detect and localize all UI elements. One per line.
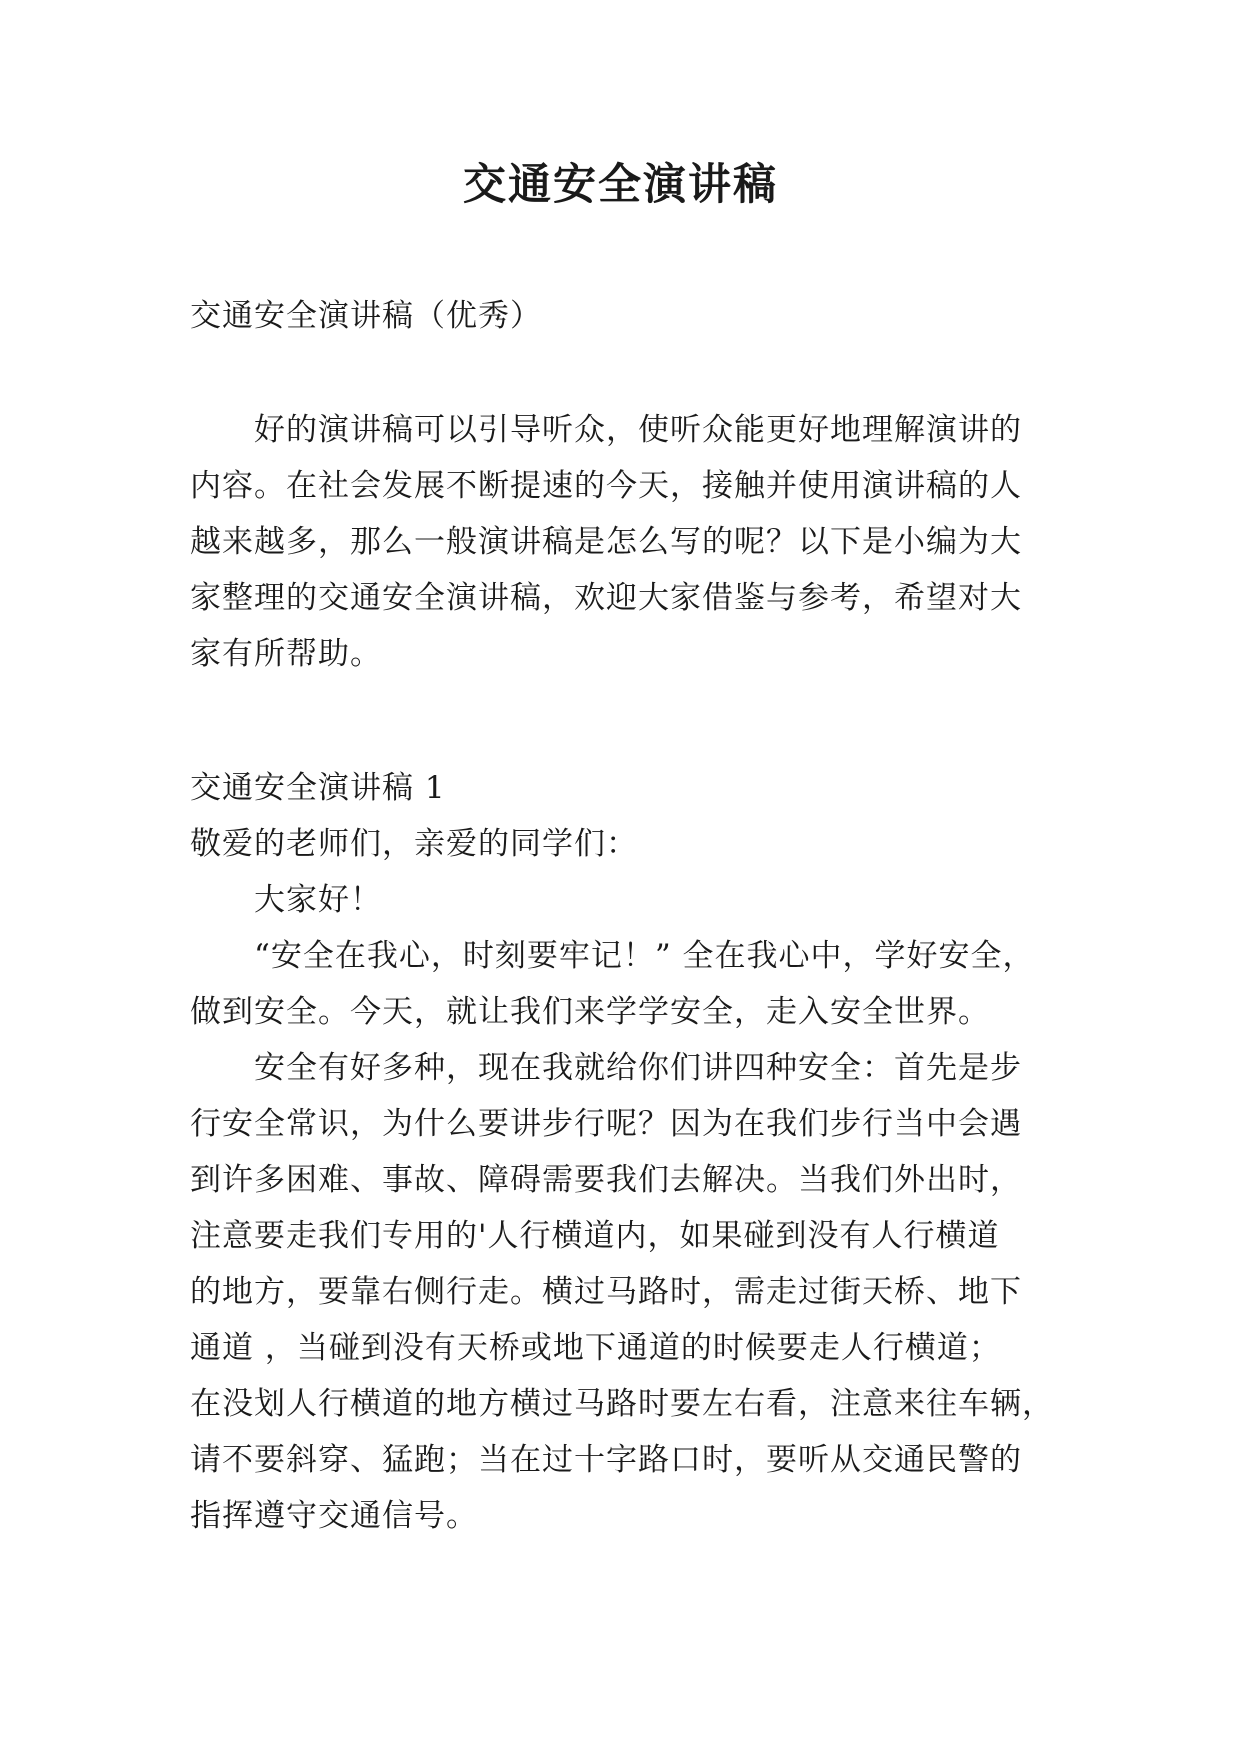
para2-line: 到许多困难、事故、障碍需要我们去解决。当我们外出时， <box>190 1162 1022 1198</box>
intro-line: 内容。在社会发展不断提速的今天，接触并使用演讲稿的人 <box>190 468 1022 504</box>
para1-line: 做到安全。今天，就让我们来学学安全，走入安全世界。 <box>190 994 990 1030</box>
intro-line: 好的演讲稿可以引导听众，使听众能更好地理解演讲的 <box>254 412 1022 448</box>
section-heading: 交通安全演讲稿 1 <box>190 770 446 806</box>
greeting: 大家好！ <box>254 882 382 918</box>
speech-section <box>190 760 1054 1544</box>
para1-line: “安全在我心，时刻要牢记！” 全在我心中，学好安全， <box>254 938 1035 974</box>
document-subtitle <box>190 288 1050 344</box>
intro-paragraph <box>190 402 1050 682</box>
para2-line: 注意要走我们专用的'人行横道内，如果碰到没有人行横道 <box>190 1218 1000 1254</box>
intro-line: 家整理的交通安全演讲稿，欢迎大家借鉴与参考，希望对大 <box>190 580 1022 616</box>
para2-line: 通道 ，当碰到没有天桥或地下通道的时候要走人行横道； <box>190 1330 1001 1366</box>
para2-line: 在没划人行横道的地方横过马路时要左右看，注意来往车辆， <box>190 1386 1054 1422</box>
para2-line: 行安全常识，为什么要讲步行呢？因为在我们步行当中会遇 <box>190 1106 1022 1142</box>
intro-line: 家有所帮助。 <box>190 636 382 672</box>
para2-line: 的地方，要靠右侧行走。横过马路时，需走过街天桥、地下 <box>190 1274 1022 1310</box>
subtitle-text: 交通安全演讲稿（优秀） <box>190 298 542 334</box>
intro-line: 越来越多，那么一般演讲稿是怎么写的呢？以下是小编为大 <box>190 524 1022 560</box>
para2-line: 指挥遵守交通信号。 <box>190 1498 478 1534</box>
para2-line: 安全有好多种，现在我就给你们讲四种安全：首先是步 <box>254 1050 1022 1086</box>
document-title: 交通安全演讲稿 <box>463 160 778 210</box>
salutation: 敬爱的老师们，亲爱的同学们： <box>190 826 638 862</box>
para2-line: 请不要斜穿、猛跑；当在过十字路口时，要听从交通民警的 <box>190 1442 1022 1478</box>
